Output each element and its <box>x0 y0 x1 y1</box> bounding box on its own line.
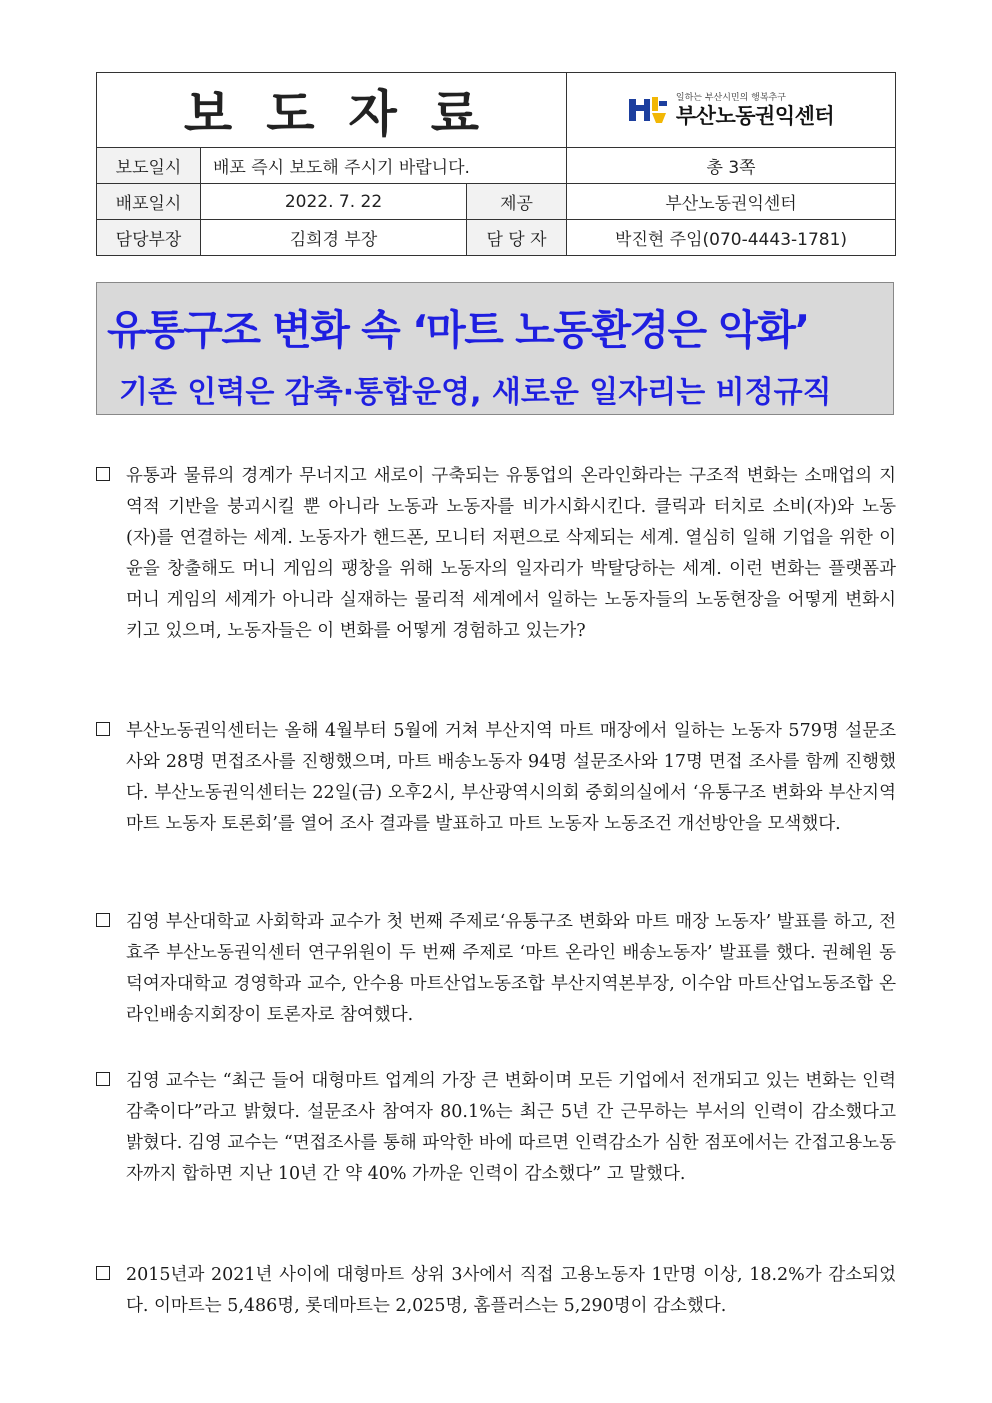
logo-name: 부산노동권익센터 <box>675 103 835 128</box>
contact-person-value: 박진현 주임(070-4443-1781) <box>567 220 896 256</box>
page-count: 총 3쪽 <box>567 148 896 184</box>
organization-logo <box>567 73 896 148</box>
checkbox-bullet-icon <box>96 722 110 736</box>
paragraph-text: 유통과 물류의 경계가 무너지고 새로이 구축되는 유통업의 온라인화라는 구조적 변화는 소매업의 지역적 기반을 붕괴시킬 뿐 아니라 노동과 노동자를 비가시화시킨다. 클릭과 터치로 소비(자)와 노동(자)를 연결하는 세계. 노동자가 핸드폰, 모니터 저편으로 삭제되는 세계. 열심히 일해 기업을 위한 이윤을 창출해도 머니 게임의 팽창을 위해 노동자의 일자리가 박탈당하는 세계. 이런 변화는 플랫폼과 머니 게임의 세계가 아니라 실재하는 물리적 세계에서 일하는 노동자들의 노동현장을 어떻게 변화시키고 있으며, 노동자들은 이 변화를 어떻게 경험하고 있는가? <box>126 466 896 641</box>
headline-main: 유통구조 변화 속 ‘마트 노동환경은 악화’ <box>107 306 809 354</box>
contact-person-label: 담 당 자 <box>467 220 567 256</box>
distribution-date-label: 배포일시 <box>97 184 201 220</box>
body-paragraph <box>96 907 896 1031</box>
body-paragraph <box>96 716 896 840</box>
distribution-date-value: 2022. 7. 22 <box>201 184 467 220</box>
release-date-value: 배포 즉시 보도해 주시기 바랍니다. <box>201 148 567 184</box>
body-paragraph <box>96 1066 896 1190</box>
department-head-value: 김희경 부장 <box>201 220 467 256</box>
checkbox-bullet-icon <box>96 1266 110 1280</box>
body-paragraph <box>96 461 896 647</box>
paragraph-text: 김영 부산대학교 사회학과 교수가 첫 번째 주제로‘유통구조 변화와 마트 매장 노동자’ 발표를 하고, 전효주 부산노동권익센터 연구위원이 두 번째 주제로 ‘마트 온라인 배송노동자’ 발표를 했다. 권혜원 동덕여자대학교 경영학과 교수, 안수용 마트산업노동조합 부산지역본부장, 이수암 마트산업노동조합 온라인배송지회장이 토론자로 참여했다. <box>126 912 896 1025</box>
department-head-label: 담당부장 <box>97 220 201 256</box>
checkbox-bullet-icon <box>96 1072 110 1086</box>
body-paragraph <box>96 1260 896 1322</box>
press-release-header <box>96 72 896 256</box>
paragraph-text: 부산노동권익센터는 올해 4월부터 5월에 거쳐 부산지역 마트 매장에서 일하는 노동자 579명 설문조사와 28명 면접조사를 진행했으며, 마트 배송노동자 94명 설문조사와 17명 면접 조사를 함께 진행했다. 부산노동권익센터는 22일(금) 오후2시, 부산광역시의회 중회의실에서 ‘유통구조 변화와 부산지역 마트 노동자 토론회’를 열어 조사 결과를 발표하고 마트 노동자 노동조건 개선방안을 모색했다. <box>126 721 896 834</box>
logo-tagline: 일하는 부산시민의 행복추구 <box>675 92 786 103</box>
document-title: 보도자료 <box>97 73 567 148</box>
release-date-label: 보도일시 <box>97 148 201 184</box>
paragraph-text: 김영 교수는 “최근 들어 대형마트 업계의 가장 큰 변화이며 모든 기업에서 전개되고 있는 변화는 인력감축이다”라고 밝혔다. 설문조사 참여자 80.1%는 최근 5년 간 근무하는 부서의 인력이 감소했다고 밝혔다. 김영 교수는 “면접조사를 통해 파악한 바에 따르면 인력감소가 심한 점포에서는 간접고용노동자까지 합하면 지난 10년 간 약 40% 가까운 인력이 감소했다” 고 말했다. <box>126 1071 896 1184</box>
paragraph-text: 2015년과 2021년 사이에 대형마트 상위 3사에서 직접 고용노동자 1만명 이상, 18.2%가 감소되었다. 이마트는 5,486명, 롯데마트는 2,025명, 홈플러스는 5,290명이 감소했다. <box>126 1265 896 1316</box>
busan-labor-center-logo-icon <box>628 95 668 125</box>
headline-sub: 기존 인력은 감축·통합운영, 새로운 일자리는 비정규직 <box>119 375 832 410</box>
provider-label: 제공 <box>467 184 567 220</box>
checkbox-bullet-icon <box>96 913 110 927</box>
provider-value: 부산노동권익센터 <box>567 184 896 220</box>
headline-box <box>96 282 894 415</box>
checkbox-bullet-icon <box>96 467 110 481</box>
